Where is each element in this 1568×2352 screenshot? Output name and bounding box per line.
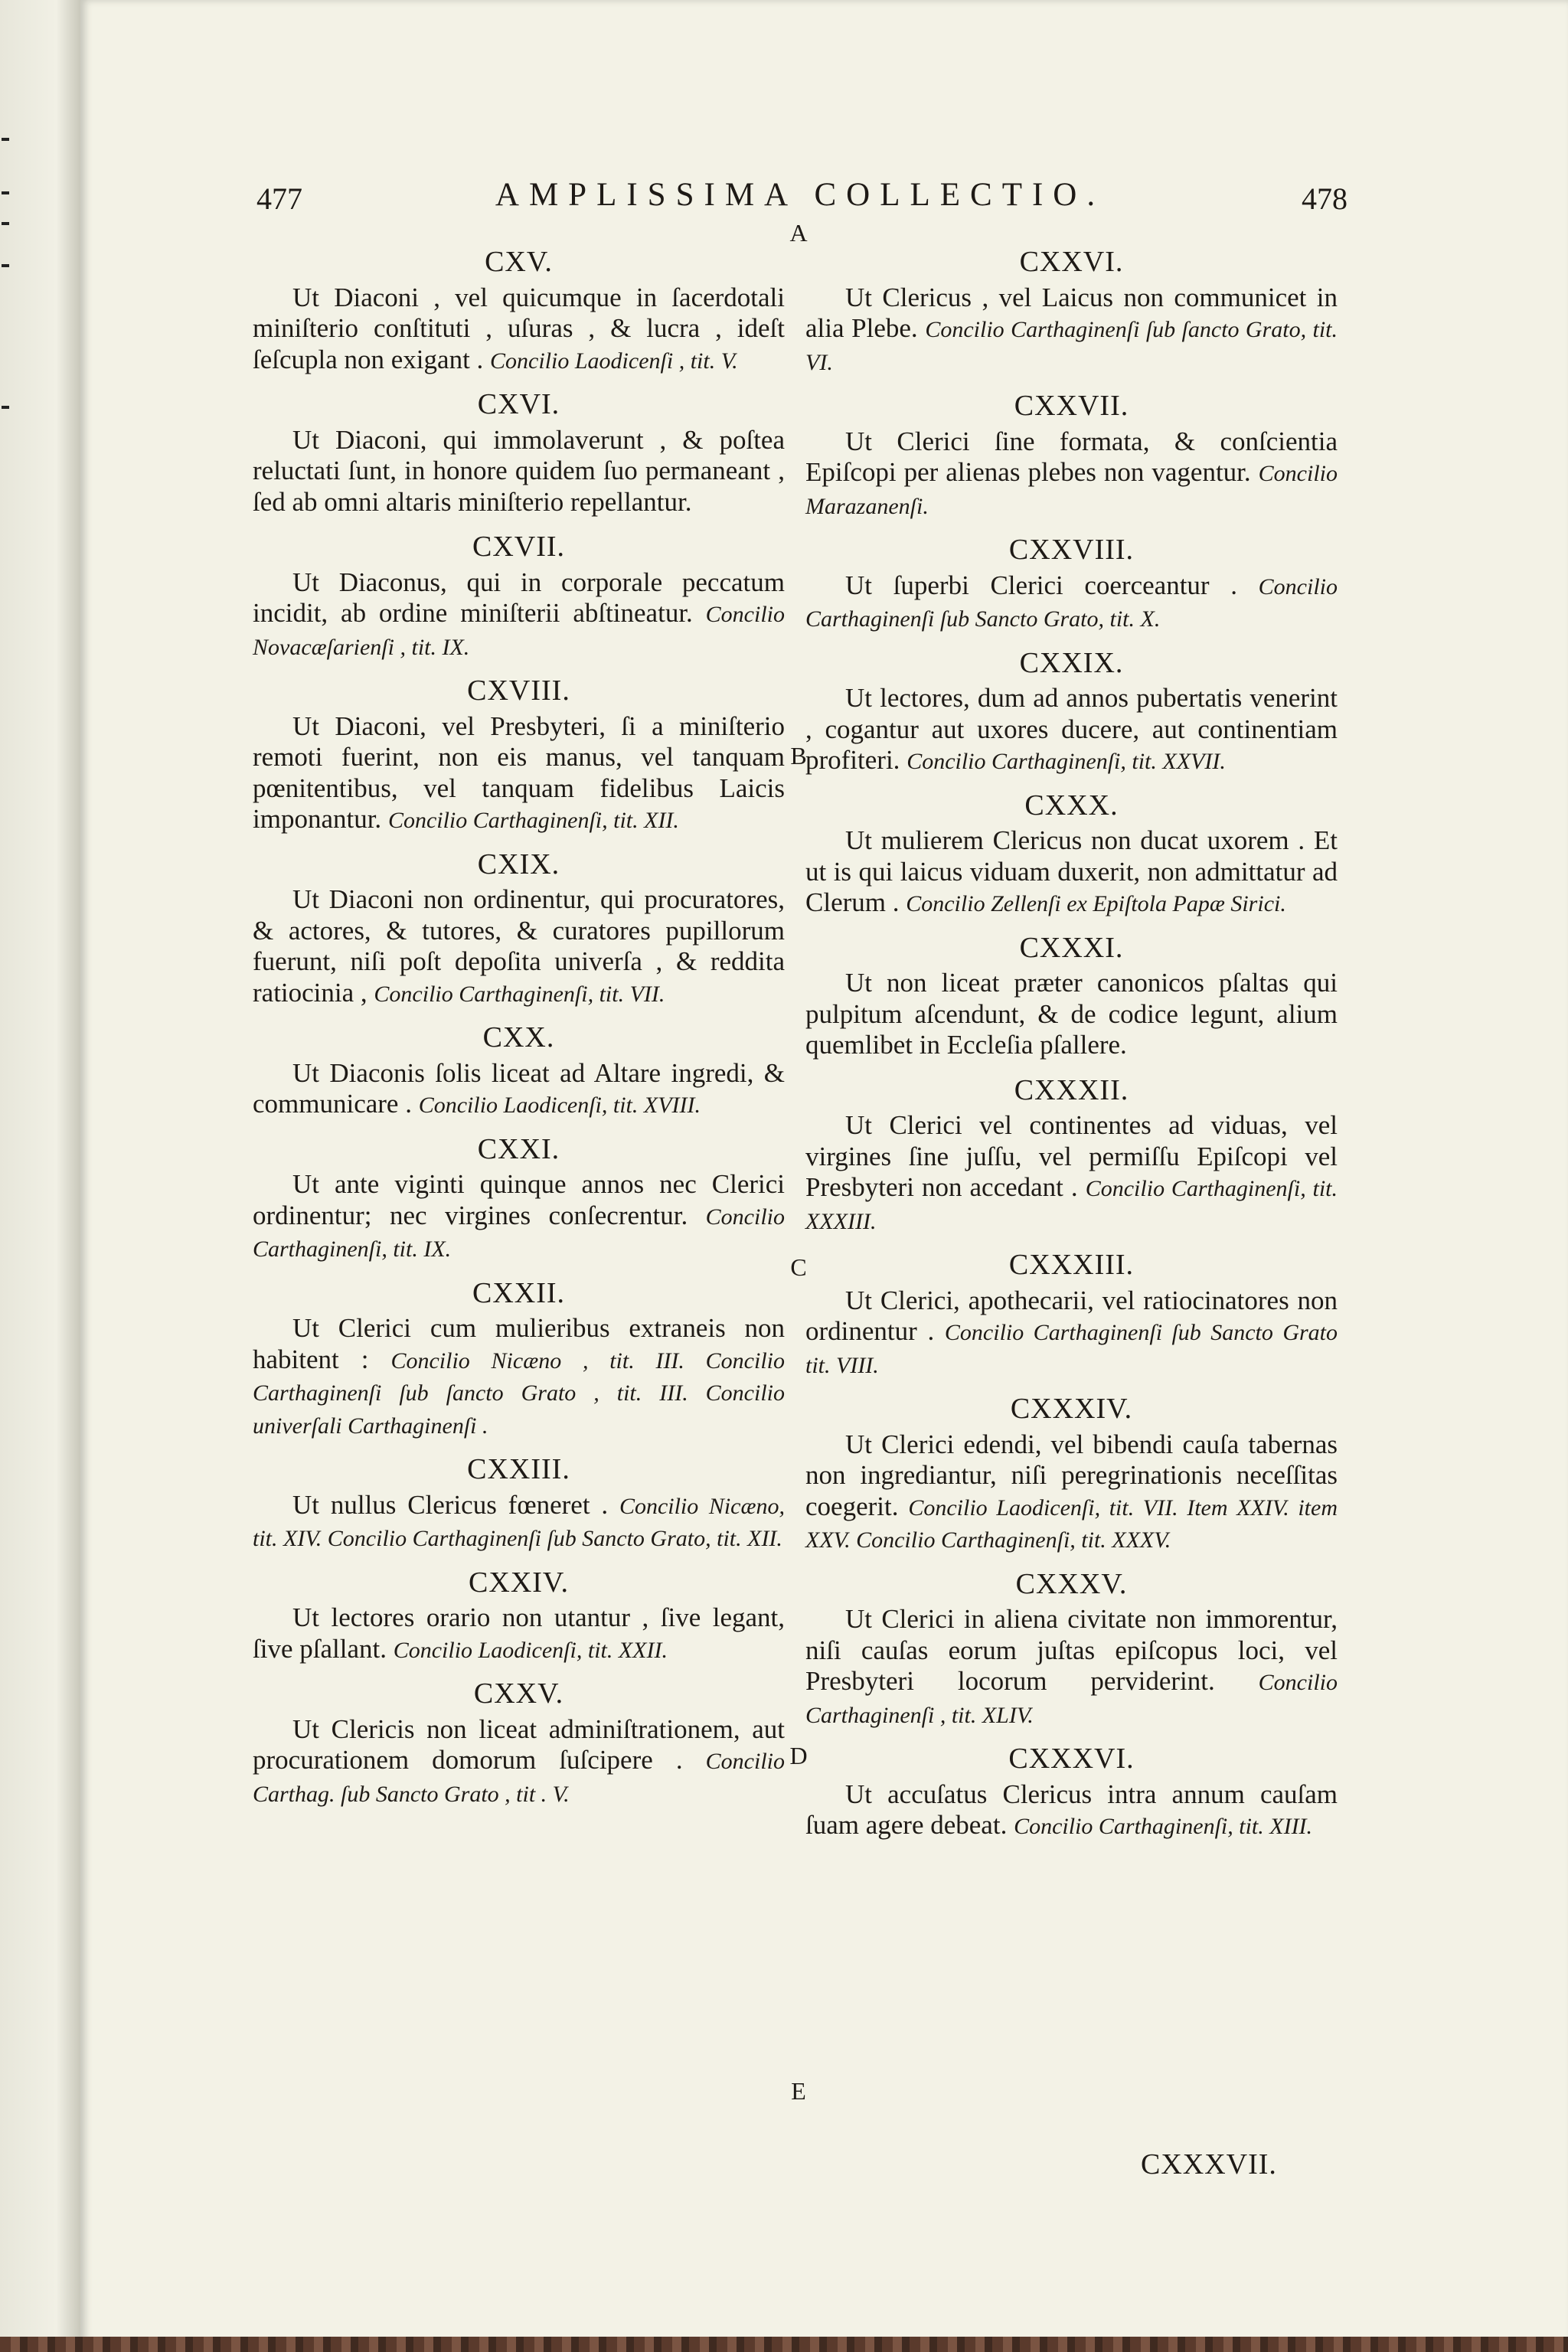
canon-text: Ut Diaconi , vel quicumque in ſacerdotali miniſterio conſtituti , uſuras , & lucra , ideſt ſeſcupla non exigant . Concilio Laodicenſi , tit. V. <box>253 282 785 374</box>
canon-numeral: CXXIX. <box>1019 646 1124 679</box>
citation: Concilio Carthaginenſi, tit. XII. <box>387 808 679 833</box>
margin-letter-b: B <box>790 742 807 769</box>
canon-text: Ut lectores orario non utantur , ſive legant, ſive pſallant. Concilio Laodicenſi, tit. XXII. <box>253 1602 785 1664</box>
canon-numeral: CXXIII. <box>467 1453 570 1485</box>
canon-text: Ut Clerici edendi, vel bibendi cauſa tabernas non ingrediantur, niſi peregrinationis neceſſitas coegerit. Concilio Laodicenſi, tit. VII. Item XXIV. item XXV. Concilio Carthaginenſi, tit. XXXV. <box>805 1429 1338 1553</box>
citation: Concilio Laodicenſi , tit. V. <box>490 348 738 374</box>
canon-numeral: CXVII. <box>472 531 566 563</box>
canon-entry <box>805 933 1338 1063</box>
citation: Concilio Marazanenſi. <box>805 461 1338 519</box>
canon-text: Ut ante viginti quinque annos nec Clerici ordinentur; nec virgines conſecrentur. Concilio Carthaginenſi, tit. IX. <box>253 1169 785 1262</box>
citation: Concilio Carthaginenſi , tit. XLIV. <box>805 1670 1338 1728</box>
canon-numeral: CXVI. <box>477 388 560 420</box>
citation: Concilio Novacæſarienſi , tit. IX. <box>253 602 785 660</box>
margin-letter-c: C <box>790 1253 807 1281</box>
canon-entry <box>805 534 1338 635</box>
canon-text: Ut Diaconi, vel Presbyteri, ſi a miniſterio remoti fuerint, non eis manus, vel tanquam pœnitentibus, vel tanquam fidelibus Laicis imponantur. Concilio Carthaginenſi, tit. XII. <box>253 710 785 834</box>
canon-entry <box>805 1569 1338 1732</box>
canon-text: Ut non liceat præter canonicos pſaltas qui pulpitum aſcendunt, & de codice legunt, alium quemlibet in Eccleſia pſallere. <box>805 968 1338 1060</box>
canon-entry <box>253 1022 785 1122</box>
edge-mark <box>2 264 9 267</box>
canon-text: Ut Clericis non liceat adminiſtrationem, aut procurationem domorum ſuſcipere . Concilio Carthag. ſub Sancto Grato , tit . V. <box>253 1713 786 1807</box>
canon-numeral: CXXXV. <box>1015 1567 1128 1600</box>
running-head <box>253 175 1348 217</box>
citation: Concilio Carthaginenſi, tit. IX. <box>253 1204 785 1262</box>
canon-text: Ut Diaconi, qui immolaverunt , & poſtea reluctati ſunt, in honore quidem ſuo permaneant , ſed ab omni altaris miniſterio repellantur. <box>253 424 785 517</box>
canon-entry <box>253 1454 785 1555</box>
edge-mark <box>2 406 9 409</box>
canon-text: Ut Clericus , vel Laicus non communicet in alia Plebe. Concilio Carthaginenſi ſub ſancto Grato, tit. VI. <box>805 282 1338 375</box>
page-number-left: 477 <box>256 181 302 216</box>
canon-text: Ut Clerici cum mulieribus extraneis non habitent : Concilio Nicæno , tit. III. Concilio Carthaginenſi ſub ſancto Grato , tit. III. Concilio univerſali Carthaginenſi . <box>253 1313 786 1439</box>
canon-entry <box>253 531 785 663</box>
edge-mark <box>2 222 9 225</box>
edge-mark <box>2 191 9 194</box>
right-column <box>805 247 1338 1855</box>
canon-entry <box>805 390 1338 522</box>
canon-numeral: CXXXI. <box>1019 931 1124 964</box>
canon-text: Ut lectores, dum ad annos pubertatis venerint , cogantur aut uxores ducere, aut continentiam profiteri. Concilio Carthaginenſi, tit. XXVII. <box>805 683 1338 775</box>
canon-numeral: CXXV. <box>473 1677 564 1710</box>
canon-numeral: CXXIV. <box>469 1566 569 1599</box>
citation: Concilio Carthaginenſi ſub Sancto Grato tit. VIII. <box>805 1320 1338 1378</box>
canon-text: Ut Diaconis ſolis liceat ad Altare ingredi, & communicare . Concilio Laodicenſi, tit. XVIII. <box>253 1057 785 1119</box>
citation: Concilio Laodicenſi, tit. XVIII. <box>418 1093 701 1118</box>
canon-numeral: CXXXII. <box>1014 1073 1129 1106</box>
canon-entry <box>805 1250 1338 1381</box>
canon-entry <box>253 1278 785 1442</box>
canon-numeral: CXXXVI. <box>1008 1743 1135 1775</box>
citation: Concilio Carthaginenſi, tit. XXXIII. <box>805 1176 1338 1234</box>
citation: Concilio Carthag. ſub Sancto Grato , tit . V. <box>253 1749 786 1807</box>
canon-text: Ut Clerici, apothecarii, vel ratiocinatores non ordinentur . Concilio Carthaginenſi ſub Sancto Grato tit. VIII. <box>805 1285 1338 1378</box>
canon-numeral: CXX. <box>482 1021 555 1054</box>
citation: Concilio Carthaginenſi ſub ſancto Grato, tit. VI. <box>805 317 1338 375</box>
adjacent-page-edge <box>0 0 80 2352</box>
citation: Concilio Zellenſi ex Epiſtola Papæ Sirici. <box>906 891 1286 916</box>
canon-entry <box>253 1678 785 1810</box>
catchword: CXXXVII. <box>1141 2148 1277 2180</box>
canon-entry <box>253 849 785 1011</box>
canon-entry <box>805 1393 1338 1557</box>
citation: Concilio Carthaginenſi ſub Sancto Grato, tit. X. <box>805 573 1338 632</box>
edge-mark <box>2 138 9 141</box>
margin-letter-a: A <box>789 219 808 247</box>
canon-entry <box>253 389 785 519</box>
canon-text: Ut accuſatus Clericus intra annum cauſam ſuam agere debeat. Concilio Carthaginenſi, tit. XIII. <box>805 1779 1338 1840</box>
canon-text: Ut Clerici vel continentes ad viduas, vel virgines ſine juſſu, vel permiſſu Epiſcopi vel Presbyteri non accedant . Concilio Carthaginenſi, tit. XXXIII. <box>805 1110 1338 1234</box>
citation: Concilio Carthaginenſi, tit. VII. <box>374 981 665 1007</box>
canon-text: Ut Clerici ſine formata, & conſcientia Epiſcopi per alienas plebes non vagentur. Concilio Marazanenſi. <box>805 426 1338 519</box>
canon-entry <box>253 675 785 837</box>
citation: Concilio Laodicenſi, tit. VII. Item XXIV. item XXV. Concilio Carthaginenſi, tit. XXXV. <box>805 1494 1338 1553</box>
canon-entry <box>805 1075 1338 1238</box>
table-surface <box>0 2337 1568 2352</box>
canon-text: Ut ſuperbi Clerici coerceantur . Concilio Carthaginenſi ſub Sancto Grato, tit. X. <box>805 570 1338 632</box>
citation: Concilio Nicæno, tit. XIV. Concilio Carthaginenſi ſub Sancto Grato, tit. XII. <box>253 1493 786 1551</box>
canon-numeral: CXXVII. <box>1014 390 1129 422</box>
canon-text: Ut Diaconus, qui in corporale peccatum incidit, ab ordine miniſterii abſtineatur. Concilio Novacæſarienſi , tit. IX. <box>253 567 785 660</box>
canon-numeral: CXXVIII. <box>1008 534 1135 566</box>
citation: Concilio Laodicenſi, tit. XXII. <box>393 1637 668 1663</box>
canon-text: Ut Diaconi non ordinentur, qui procuratores, & actores, & tutores, & curatores pupillorum fuerunt, niſi poſt depoſita univerſa , & reddita ratiocinia , Concilio Carthaginenſi, tit. VII. <box>253 884 785 1008</box>
canon-numeral: CXXXIII. <box>1008 1249 1135 1281</box>
canon-entry <box>805 790 1338 920</box>
canon-entry <box>253 1134 785 1266</box>
canon-entry <box>253 1567 785 1667</box>
canon-entry <box>805 648 1338 778</box>
canon-numeral: CXXVI. <box>1019 246 1124 278</box>
canon-text: Ut mulierem Clericus non ducat uxorem . Et ut is qui laicus viduam duxerit, non admittatur ad Clerum . Concilio Zellenſi ex Epiſtola Papæ Sirici. <box>805 825 1338 917</box>
citation: Concilio Nicæno , tit. III. Concilio Carthaginenſi ſub ſancto Grato , tit. III. Concilio univerſali Carthaginenſi . <box>253 1348 786 1439</box>
page-number-right: 478 <box>1302 181 1348 216</box>
canon-text: Ut nullus Clericus fœneret . Concilio Nicæno, tit. XIV. Concilio Carthaginenſi ſub Sancto Grato, tit. XII. <box>253 1489 786 1551</box>
left-column <box>253 247 785 1822</box>
canon-numeral: CXXI. <box>477 1132 560 1165</box>
canon-numeral: CXIX. <box>477 848 560 880</box>
canon-numeral: CXVIII. <box>467 675 570 707</box>
margin-letter-d: D <box>789 1742 808 1769</box>
canon-numeral: CXXII. <box>472 1276 566 1309</box>
canon-entry <box>805 247 1338 378</box>
page-title: AMPLISSIMA COLLECTIO. <box>495 177 1106 213</box>
canon-numeral: CXXX. <box>1024 789 1119 822</box>
canon-text: Ut Clerici in aliena civitate non immorentur, niſi cauſas eorum juſtas epiſcopus loci, vel Presbyteri locorum perviderint. Concilio Carthaginenſi , tit. XLIV. <box>805 1604 1338 1728</box>
citation: Concilio Carthaginenſi, tit. XIII. <box>1014 1814 1313 1839</box>
margin-letter-e: E <box>791 2077 806 2105</box>
citation: Concilio Carthaginenſi, tit. XXVII. <box>906 749 1226 774</box>
canon-numeral: CXXXIV. <box>1010 1393 1133 1425</box>
canon-numeral: CXV. <box>485 246 553 278</box>
canon-entry <box>805 1743 1338 1843</box>
canon-entry <box>253 247 785 377</box>
